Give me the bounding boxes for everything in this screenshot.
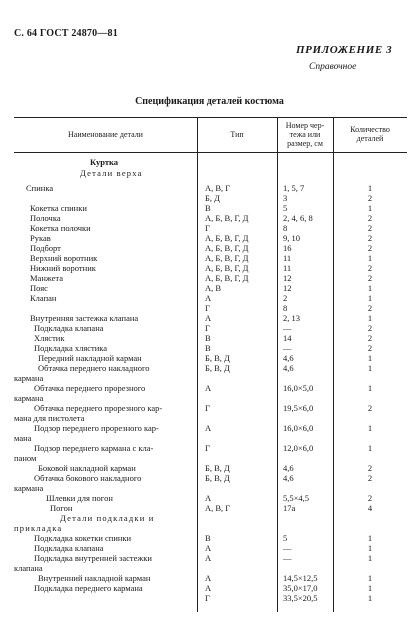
quantity-cell: 2	[367, 243, 373, 253]
drawing-number-cell: 4,6	[283, 463, 294, 473]
quantity-cell: 2	[367, 303, 373, 313]
column-header-type: Тип	[230, 130, 244, 139]
part-type-cell: А, В	[205, 283, 222, 293]
part-type-cell: А, Б, В, Г, Д	[205, 213, 249, 223]
drawing-number-cell: 4,6	[283, 473, 294, 483]
quantity-cell: 1	[367, 183, 373, 193]
table-row	[0, 593, 419, 604]
drawing-number-cell: 16,0×5,0	[283, 383, 314, 393]
part-type-cell: А	[205, 493, 212, 503]
drawing-number-cell: 16,0×6,0	[283, 423, 314, 433]
part-type-cell: Г	[205, 303, 210, 313]
quantity-cell: 4	[367, 503, 373, 513]
table-header-border	[14, 152, 407, 153]
part-type-cell: Г	[205, 223, 210, 233]
part-name-cell: Подкладка переднего кармана	[34, 583, 143, 593]
column-header-number-line: размер, см	[287, 139, 323, 148]
part-name-cell: Спинка	[26, 183, 54, 193]
quantity-cell: 1	[367, 423, 373, 433]
quantity-cell: 2	[367, 403, 373, 413]
part-type-cell: А, В, Г	[205, 183, 231, 193]
drawing-number-cell: 11	[283, 263, 292, 273]
part-name-cell: Подкладка внутренней застежки	[34, 553, 152, 563]
drawing-number-cell: 14	[283, 333, 292, 343]
part-type-cell: А	[205, 583, 212, 593]
drawing-number-cell: 8	[283, 303, 288, 313]
part-type-cell: А, Б, В, Г, Д	[205, 253, 249, 263]
appendix-label: ПРИЛОЖЕНИЕ 3	[296, 44, 393, 56]
quantity-cell: 2	[367, 463, 373, 473]
drawing-number-cell: —	[283, 543, 292, 553]
part-type-cell: Б, В, Д	[205, 473, 230, 483]
part-name-cell: клапана	[14, 563, 43, 573]
part-name-cell: кармана	[14, 483, 44, 493]
quantity-cell: 1	[367, 443, 373, 453]
drawing-number-cell: 5,5×4,5	[283, 493, 310, 503]
quantity-cell: 1	[367, 573, 373, 583]
part-type-cell: Г	[205, 323, 210, 333]
quantity-cell: 2	[367, 263, 373, 273]
drawing-number-cell: 14,5×12,5	[283, 573, 318, 583]
column-header-quantity-line: Количество	[350, 125, 390, 134]
part-name-cell: мана для пистолета	[14, 413, 85, 423]
drawing-number-cell: 9, 10	[283, 233, 300, 243]
quantity-cell: 1	[367, 593, 373, 603]
part-type-cell: А	[205, 383, 212, 393]
quantity-cell: 2	[367, 273, 373, 283]
part-type-cell: Б, В, Д	[205, 353, 230, 363]
drawing-number-cell: 17а	[283, 503, 296, 513]
part-type-cell: А	[205, 573, 212, 583]
quantity-cell: 1	[367, 533, 373, 543]
part-name-cell: Подкладка хлястика	[34, 343, 108, 353]
part-type-cell: А, Б, В, Г, Д	[205, 243, 249, 253]
part-type-cell: А, Б, В, Г, Д	[205, 263, 249, 273]
drawing-number-cell: —	[283, 323, 292, 333]
quantity-cell: 1	[367, 543, 373, 553]
table-row	[0, 157, 419, 168]
drawing-number-cell: 2, 4, 6, 8	[283, 213, 313, 223]
drawing-number-cell: 33,5×20,5	[283, 593, 318, 603]
part-name-cell: Кокетка спинки	[30, 203, 87, 213]
part-name-cell: Кокетка полочки	[30, 223, 91, 233]
part-name-cell: Куртка	[90, 157, 119, 167]
part-type-cell: А, В, Г	[205, 503, 231, 513]
column-header-number-line: Номер чер-	[285, 121, 325, 130]
part-name-cell: Подкладка клапана	[34, 543, 104, 553]
quantity-cell: 2	[367, 213, 373, 223]
drawing-number-cell: —	[283, 343, 292, 353]
part-name-cell: кармана	[14, 393, 44, 403]
part-type-cell: В	[205, 203, 211, 213]
quantity-cell: 2	[367, 333, 373, 343]
quantity-cell: 2	[367, 343, 373, 353]
quantity-cell: 1	[367, 583, 373, 593]
part-name-cell: Подборт	[30, 243, 61, 253]
part-name-cell: Обтачка бокового накладного	[34, 473, 142, 483]
appendix-status: Справочное	[309, 62, 357, 72]
quantity-cell: 1	[367, 283, 373, 293]
page-header-reference: С. 64 ГОСТ 24870—81	[14, 28, 118, 39]
table-top-border	[14, 117, 407, 118]
part-name-cell: мана	[14, 433, 32, 443]
quantity-cell: 1	[367, 203, 373, 213]
part-name-cell: Верхний воротник	[30, 253, 98, 263]
drawing-number-cell: 1, 5, 7	[283, 183, 305, 193]
part-type-cell: Г	[205, 593, 210, 603]
part-name-cell: Клапан	[30, 293, 57, 303]
column-header-number	[277, 121, 333, 148]
part-name-cell: Манжета	[30, 273, 64, 283]
drawing-number-cell: 19,5×6,0	[283, 403, 314, 413]
part-type-cell: А, Б, В, Г, Д	[205, 233, 249, 243]
drawing-number-cell: 16	[283, 243, 292, 253]
part-type-cell: Г	[205, 443, 210, 453]
quantity-cell: 1	[367, 383, 373, 393]
part-name-cell: прикладка	[14, 523, 63, 533]
part-type-cell: А	[205, 553, 212, 563]
part-name-cell: Пояс	[30, 283, 48, 293]
drawing-number-cell: 5	[283, 533, 288, 543]
part-name-cell: паном	[14, 453, 37, 463]
quantity-cell: 1	[367, 363, 373, 373]
quantity-cell: 2	[367, 323, 373, 333]
column-header-number-line: тежа или	[289, 130, 321, 139]
part-name-cell: Обтачка переднего прорезного	[34, 383, 146, 393]
part-name-cell: Подкладка клапана	[34, 323, 104, 333]
part-type-cell: В	[205, 343, 211, 353]
part-name-cell: кармана	[14, 373, 44, 383]
quantity-cell: 2	[367, 193, 373, 203]
drawing-number-cell: 2, 13	[283, 313, 300, 323]
table-title: Спецификация деталей костюма	[135, 96, 284, 107]
quantity-cell: 2	[367, 223, 373, 233]
quantity-cell: 2	[367, 473, 373, 483]
column-header-name: Наименование детали	[68, 130, 143, 139]
drawing-number-cell: —	[283, 553, 292, 563]
part-name-cell: Обтачка переднего прорезного кар-	[34, 403, 163, 413]
drawing-number-cell: 11	[283, 253, 292, 263]
part-type-cell: А	[205, 543, 212, 553]
part-type-cell: Г	[205, 403, 210, 413]
part-type-cell: А, Б, В, Г, Д	[205, 273, 249, 283]
drawing-number-cell: 3	[283, 193, 288, 203]
part-name-cell: Передний накладной карман	[38, 353, 142, 363]
table-row	[0, 168, 419, 179]
part-name-cell: Нижний воротник	[30, 263, 96, 273]
part-name-cell: Подзор переднего прорезного кар-	[34, 423, 159, 433]
part-type-cell: Б, В, Д	[205, 463, 230, 473]
part-name-cell: Боковой накладной карман	[38, 463, 136, 473]
quantity-cell: 1	[367, 253, 373, 263]
drawing-number-cell: 12	[283, 273, 292, 283]
drawing-number-cell: 4,6	[283, 363, 294, 373]
part-name-cell: Погон	[50, 503, 73, 513]
drawing-number-cell: 12,0×6,0	[283, 443, 314, 453]
drawing-number-cell: 2	[283, 293, 288, 303]
part-name-cell: Внутренний накладной карман	[38, 573, 151, 583]
quantity-cell: 1	[367, 553, 373, 563]
part-type-cell: А	[205, 313, 212, 323]
quantity-cell: 2	[367, 233, 373, 243]
drawing-number-cell: 5	[283, 203, 288, 213]
part-name-cell: Подзор переднего кармана с кла-	[34, 443, 154, 453]
part-type-cell: А	[205, 423, 212, 433]
part-name-cell: Рукав	[30, 233, 51, 243]
column-header-quantity	[333, 125, 407, 143]
column-header-quantity-line: деталей	[356, 134, 384, 143]
part-type-cell: Б, Д	[205, 193, 220, 203]
part-type-cell: В	[205, 333, 211, 343]
part-type-cell: В	[205, 533, 211, 543]
part-name-cell: Полочка	[30, 213, 61, 223]
drawing-number-cell: 8	[283, 223, 288, 233]
drawing-number-cell: 12	[283, 283, 292, 293]
quantity-cell: 2	[367, 493, 373, 503]
drawing-number-cell: 4,6	[283, 353, 294, 363]
part-name-cell: Подкладка кокетки спинки	[34, 533, 132, 543]
part-type-cell: А	[205, 293, 212, 303]
part-name-cell: Обтачка переднего накладного	[38, 363, 150, 373]
part-name-cell: Детали подкладки и	[60, 513, 155, 523]
quantity-cell: 1	[367, 293, 373, 303]
part-type-cell: Б, В, Д	[205, 363, 230, 373]
part-name-cell: Шлевки для погон	[46, 493, 113, 503]
part-name-cell: Хлястик	[34, 333, 65, 343]
part-name-cell: Детали верха	[80, 168, 143, 178]
quantity-cell: 1	[367, 313, 373, 323]
drawing-number-cell: 35,0×17,0	[283, 583, 318, 593]
quantity-cell: 1	[367, 353, 373, 363]
part-name-cell: Внутренняя застежка клапана	[30, 313, 139, 323]
